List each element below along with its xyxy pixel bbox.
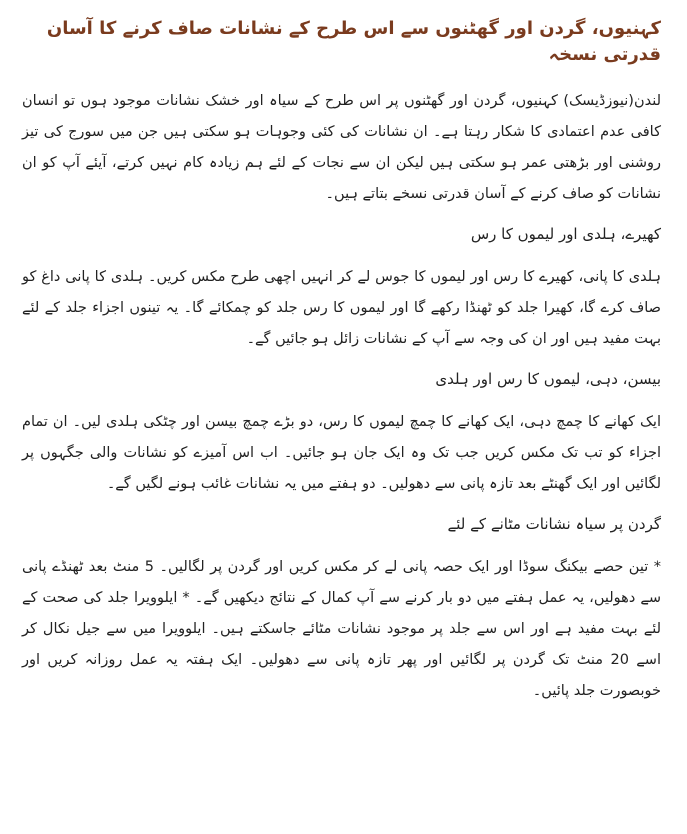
section-heading-gram-flour-yogurt: بیسن، دہی، لیموں کا رس اور ہلدی xyxy=(435,370,661,388)
section-heading-neck-dark-marks: گردن پر سیاہ نشانات مٹانے کے لئے xyxy=(447,515,661,533)
article-title: کہنیوں، گردن اور گھٹنوں سے اس طرح کے نشانات صاف کرنے کا آسان قدرتی نسخہ xyxy=(46,18,661,65)
intro-paragraph: لندن(نیوزڈیسک) کہنیوں، گردن اور گھٹنوں پر اس طرح کے سیاہ اور خشک نشانات موجود ہوں تو انسان کافی عدم اعتمادی کا شکار رہتا ہے۔ ان نشانات کی کئی وجوہات ہو سکتی ہیں جن میں سورج کی تیز روشنی اور بڑھتی عمر ہو سکتی ہیں لیکن ان سے نجات کے لئے ہم زیادہ کام نہیں کرتے، آیئے آپ کو ان نشانات کو صاف کرنے کے آسان قدرتی نسخے بتاتے ہیں۔ xyxy=(22,93,661,202)
section-paragraph-neck-dark-marks: * تین حصے بیکنگ سوڈا اور ایک حصہ پانی لے کر مکس کریں اور گردن پر لگالیں۔ 5 منٹ بعد ٹھنڈے پانی سے دھولیں، یہ عمل ہفتے میں دو بار کرنے سے آپ کمال کے نتائج دیکھیں گے۔ * ایلوویرا جلد کی صحت کے لئے بہت مفید ہے اور اس سے جلد پر موجود نشانات مٹائے جاسکتے ہیں۔ ایلوویرا میں سے جیل نکال کر اسے 20 منٹ تک گردن پر لگائیں اور پھر تازہ پانی سے دھولیں۔ ایک ہفتہ یہ عمل روزانہ کریں اور خوبصورت جلد پائیں۔ xyxy=(22,559,661,699)
section-paragraph-gram-flour-yogurt: ایک کھانے کا چمچ دہی، ایک کھانے کا چمچ لیموں کا رس، دو بڑے چمچ بیسن اور چٹکی ہلدی لیں۔ ان تمام اجزاء کو تب تک مکس کریں جب تک وہ ایک جان ہو جائیں۔ اب اس آمیزے کو نشانات والی جگہوں پر لگائیں اور ایک گھنٹے بعد تازہ پانی سے دھولیں۔ دو ہفتے میں یہ نشانات غائب ہونے لگیں گے۔ xyxy=(22,414,661,492)
section-heading-cucumber-turmeric-lemon: کھیرے، ہلدی اور لیموں کا رس xyxy=(470,225,661,243)
section-paragraph-cucumber-turmeric-lemon: ہلدی کا پانی، کھیرے کا رس اور لیموں کا جوس لے کر انہیں اچھی طرح مکس کریں۔ ہلدی کا پانی داغ کو صاف کرے گا، کھیرا جلد کو ٹھنڈا رکھے گا اور لیموں کا رس جلد کو چمکائے گا۔ یہ تینوں اجزاء جلد کے لئے بہت مفید ہیں اور ان کی وجہ سے آپ کے نشانات زائل ہو جائیں گے۔ xyxy=(22,269,661,347)
